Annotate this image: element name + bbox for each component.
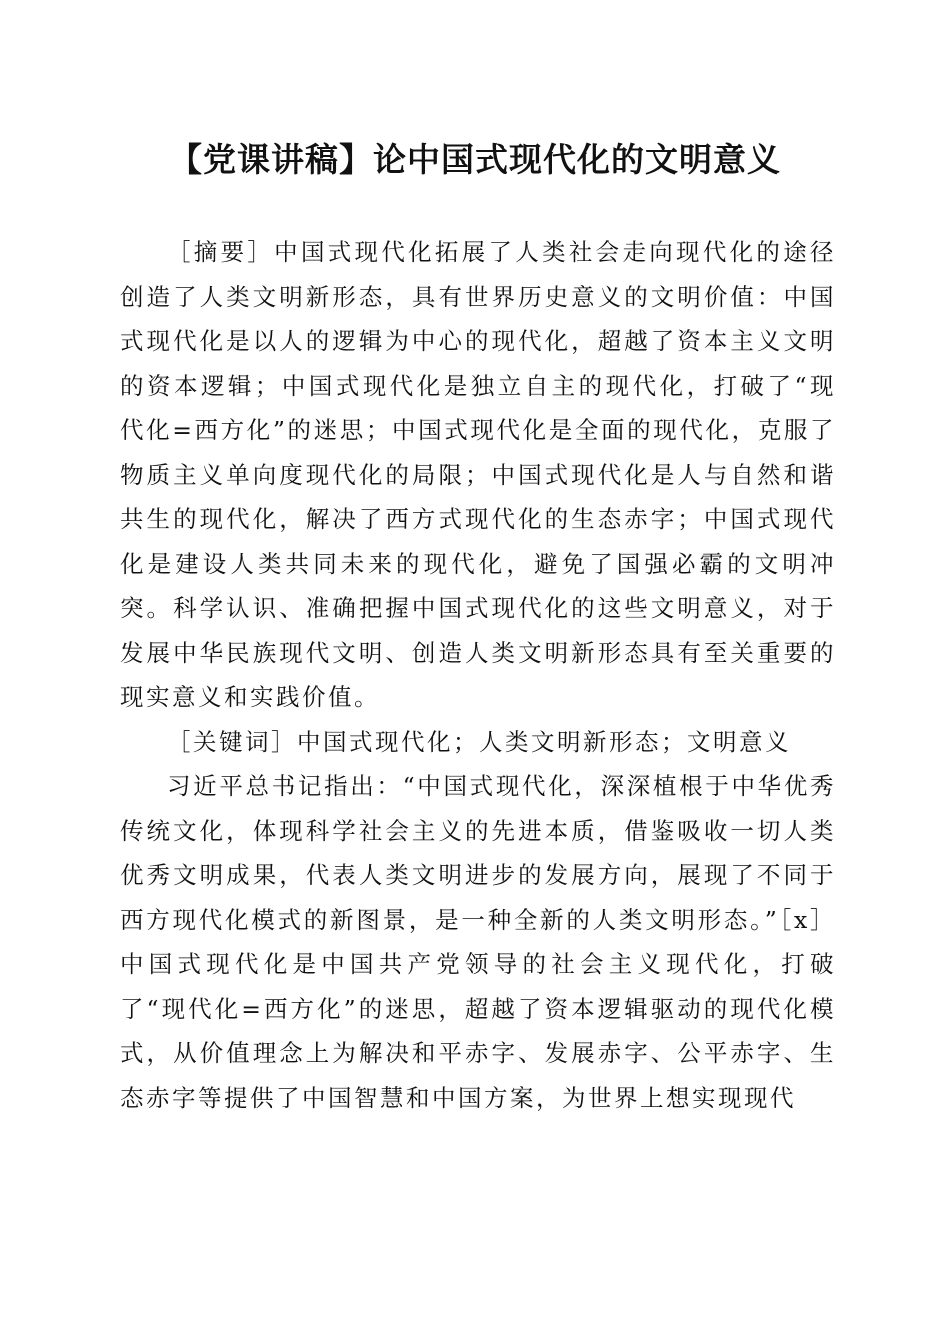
document-body	[120, 230, 836, 1120]
body-paragraph: 习近平总书记指出：“中国式现代化，深深植根于中华优秀传统文化，体现科学社会主义的先进本质，借鉴吸收一切人类优秀文明成果，代表人类文明进步的发展方向，展现了不同于西方现代化模式的新图景，是一种全新的人类文明形态。”［x］中国式现代化是中国共产党领导的社会主义现代化，打破了“现代化=西方化”的迷思，超越了资本逻辑驱动的现代化模式，从价值理念上为解决和平赤字、发展赤字、公平赤字、生态赤字等提供了中国智慧和中国方案，为世界上想实现现代	[120, 772, 836, 1112]
abstract-paragraph: ［摘要］中国式现代化拓展了人类社会走向现代化的途径创造了人类文明新形态，具有世界历史意义的文明价值：中国式现代化是以人的逻辑为中心的现代化，超越了资本主义文明的资本逻辑；中国式现代化是独立自主的现代化，打破了“现代化=西方化”的迷思；中国式现代化是全面的现代化，克服了物质主义单向度现代化的局限；中国式现代化是人与自然和谐共生的现代化，解决了西方式现代化的生态赤字；中国式现代化是建设人类共同未来的现代化，避免了国强必霸的文明冲突。科学认识、准确把握中国式现代化的这些文明意义，对于发展中华民族现代文明、创造人类文明新形态具有至关重要的现实意义和实践价值。	[120, 238, 836, 711]
keywords-paragraph: ［关键词］中国式现代化；人类文明新形态；文明意义	[167, 727, 791, 756]
document-title: 【党课讲稿】论中国式现代化的文明意义	[169, 140, 781, 179]
